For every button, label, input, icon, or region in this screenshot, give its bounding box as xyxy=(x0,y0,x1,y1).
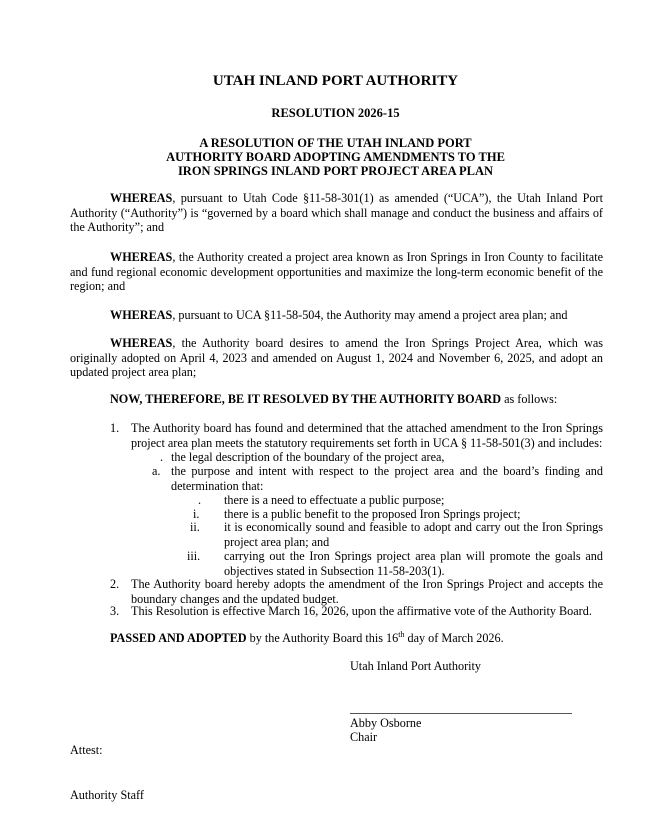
signer-title: Chair xyxy=(350,730,378,744)
passed-adopted xyxy=(110,631,504,646)
whereas-text: , pursuant to UCA §11-58-504, the Authority may amend a project area plan; and xyxy=(172,308,568,322)
whereas-text: , the Authority created a project area known as Iron Springs in Iron County to facilitate and fund regional economic development opportunities and maximize the long-term economic benefit of the region; and xyxy=(70,250,603,294)
passed-sup: th xyxy=(398,629,405,639)
org-title: UTAH INLAND PORT AUTHORITY xyxy=(212,73,459,89)
item-line: project area plan meets the statutory requirements set forth in UCA § 11-58-501(3) and includes: xyxy=(131,435,603,450)
whereas-lead: WHEREAS xyxy=(110,191,173,205)
whereas-paragraph xyxy=(70,336,603,380)
resolution-number: RESOLUTION 2026-15 xyxy=(271,106,400,120)
sub-line: objectives stated in Subsection 11-58-203(1). xyxy=(224,563,445,578)
item-line: This Resolution is effective March 16, 2026, upon the affirmative vote of the Authority Board. xyxy=(131,604,592,618)
item-number: 1. xyxy=(110,421,120,435)
item-text xyxy=(131,604,603,619)
item-line: boundary changes and the updated budget. xyxy=(131,591,339,606)
item-number: 2. xyxy=(110,577,120,591)
signer-name: Abby Osborne xyxy=(350,716,422,730)
item-line: The Authority board has found and determined that the attached amendment to the Iron Springs xyxy=(131,421,603,435)
whereas-paragraph xyxy=(70,250,603,294)
signature-line xyxy=(350,713,572,714)
sub-line: carrying out the Iron Springs project area plan will promote the goals and xyxy=(224,549,603,563)
sub-text xyxy=(171,464,603,493)
title-line: IRON SPRINGS INLAND PORT PROJECT AREA PLAN xyxy=(177,164,494,178)
sub-mark: . xyxy=(160,450,164,464)
whereas-paragraph xyxy=(70,308,603,323)
title-line: AUTHORITY BOARD ADOPTING AMENDMENTS TO THE xyxy=(166,150,505,164)
sub-text: the legal description of the boundary of the project area, xyxy=(171,450,445,464)
resolved-lead: NOW, THEREFORE, BE IT RESOLVED BY THE AUTHORITY BOARD xyxy=(110,392,502,406)
sub-line: it is economically sound and feasible to adopt and carry out the Iron Springs xyxy=(224,520,603,534)
whereas-paragraph xyxy=(70,191,603,235)
passed-text: by the Authority Board this 16 xyxy=(246,631,399,645)
item-text xyxy=(131,577,603,606)
sub-line: project area plan; and xyxy=(224,534,330,549)
sub-line: determination that: xyxy=(171,478,264,493)
passed-lead: PASSED AND ADOPTED xyxy=(110,631,247,645)
passed-text: day of March 2026. xyxy=(404,631,504,645)
sub-mark: a. xyxy=(152,464,161,478)
title-line: A RESOLUTION OF THE UTAH INLAND PORT xyxy=(199,136,472,150)
sub-mark: ii. xyxy=(190,520,200,534)
sub-text: there is a public benefit to the proposed Iron Springs project; xyxy=(224,507,521,521)
whereas-lead: WHEREAS xyxy=(110,250,173,264)
resolved-paragraph xyxy=(70,392,603,407)
sub-mark: i. xyxy=(193,507,200,521)
authority-staff-label: Authority Staff xyxy=(70,788,144,802)
sub-mark: . xyxy=(198,493,202,507)
resolved-text: as follows: xyxy=(501,392,558,406)
sub-line: the purpose and intent with respect to the project area and the board’s finding and xyxy=(171,464,603,478)
whereas-text: , pursuant to Utah Code §11-58-301(1) as amended (“UCA”), the Utah Inland Port Authority (“Authority”) is “governed by a board which shall manage and conduct the business and affairs of the Authority”; and xyxy=(70,191,603,235)
sub-text: there is a need to effectuate a public purpose; xyxy=(224,493,445,507)
item-line: The Authority board hereby adopts the amendment of the Iron Springs Project and accepts the xyxy=(131,577,603,591)
whereas-text: , the Authority board desires to amend the Iron Springs Project Area, which was originally adopted on April 4, 2023 and amended on August 1, 2024 and November 6, 2025, and adopt an updated project area plan; xyxy=(70,336,603,380)
whereas-lead: WHEREAS xyxy=(110,308,173,322)
resolution-title xyxy=(0,136,671,178)
signature-org: Utah Inland Port Authority xyxy=(350,659,482,673)
sub-mark: iii. xyxy=(187,549,201,563)
sub-text xyxy=(224,549,603,578)
item-number: 3. xyxy=(110,604,120,618)
sub-text xyxy=(224,520,603,549)
item-text xyxy=(131,421,603,450)
whereas-lead: WHEREAS xyxy=(110,336,173,350)
attest-label: Attest: xyxy=(70,743,103,757)
